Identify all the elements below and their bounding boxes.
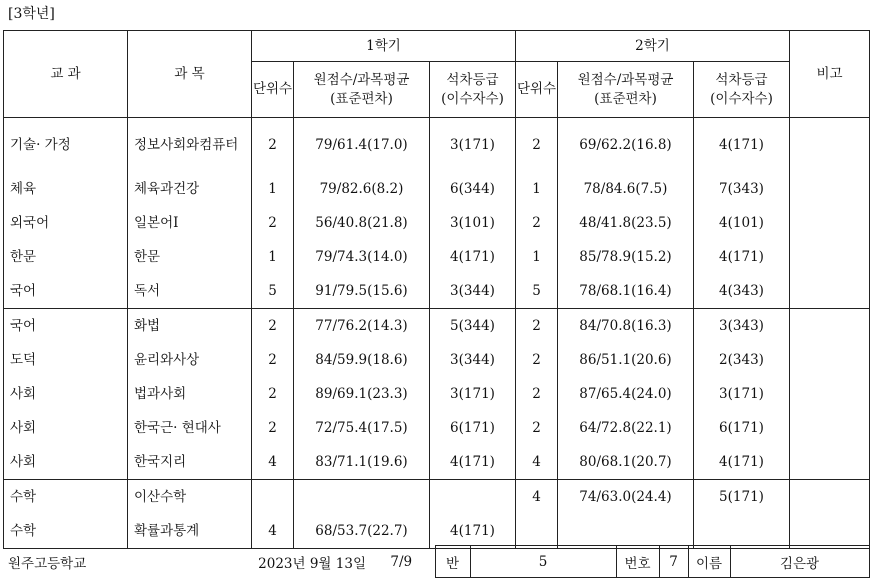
s1-rank-cell: 3(171) [430,118,516,173]
table-row [4,274,870,309]
s1-rank-cell: 4(171) [430,240,516,274]
number-value: 7 [659,546,688,578]
remarks-cell [790,309,870,344]
subject-area-cell: 사회 [4,411,128,445]
table-row [4,411,870,445]
subject-area-cell: 수학 [4,480,128,515]
course-cell: 이산수학 [128,480,252,515]
s1-rank-cell: 5(344) [430,309,516,344]
header-s1-rank [430,62,516,118]
s2-score-cell: 69/62.2(16.8) [558,118,694,173]
s2-rank-cell [694,514,790,549]
s1-score-cell: 77/76.2(14.3) [294,309,430,344]
s2-rank-cell: 4(343) [694,274,790,309]
issue-date: 2023년 9월 13일 [258,555,366,572]
s2-units-cell: 2 [516,411,558,445]
s2-score-cell: 74/63.0(24.4) [558,480,694,515]
remarks-cell [790,206,870,240]
s2-rank-cell: 5(171) [694,480,790,515]
header-units-text: 단위수 [252,81,293,97]
course-cell: 한국근· 현대사 [128,411,252,445]
s1-rank-cell: 3(344) [430,274,516,309]
s1-score-cell: 83/71.1(19.6) [294,445,430,480]
course-cell: 확률과통계 [128,514,252,549]
s1-score-cell: 79/74.3(14.0) [294,240,430,274]
s1-score-cell: 79/82.6(8.2) [294,172,430,206]
remarks-cell [790,274,870,309]
school-name: 원주고등학교 [8,555,87,572]
s1-units-cell: 2 [252,206,294,240]
subject-area-cell: 수학 [4,514,128,549]
s2-score-cell: 87/65.4(24.0) [558,377,694,411]
s1-units-cell: 2 [252,309,294,344]
footer [3,545,870,578]
header-units-text: 단위수 [516,81,557,97]
s1-score-cell: 72/75.4(17.5) [294,411,430,445]
page-number: 7/9 [390,553,413,570]
header-s2-rank [694,62,790,118]
s1-units-cell: 1 [252,172,294,206]
subject-area-cell: 한문 [4,240,128,274]
s2-rank-cell: 6(171) [694,411,790,445]
s2-units-cell [516,514,558,549]
table-row [4,480,870,515]
course-cell: 법과사회 [128,377,252,411]
header-s1-score [294,62,430,118]
s1-rank-cell: 3(171) [430,377,516,411]
name-value: 김은광 [730,546,869,578]
header-remarks: 비고 [790,31,870,118]
course-cell: 화법 [128,309,252,344]
header-subject-area: 교 과 [4,31,128,118]
name-label: 이름 [688,546,730,578]
s1-units-cell: 1 [252,240,294,274]
s1-score-cell [294,480,430,515]
s2-score-cell: 78/84.6(7.5) [558,172,694,206]
subject-area-cell: 사회 [4,377,128,411]
s2-score-cell [558,514,694,549]
s2-rank-cell: 7(343) [694,172,790,206]
remarks-cell [790,480,870,515]
course-cell: 한문 [128,240,252,274]
class-label: 반 [435,546,470,578]
s2-units-cell: 4 [516,445,558,480]
s2-score-cell: 86/51.1(20.6) [558,343,694,377]
grades-table [3,30,870,549]
course-cell: 독서 [128,274,252,309]
s2-rank-cell: 3(171) [694,377,790,411]
s1-rank-cell [430,480,516,515]
s2-rank-cell: 4(171) [694,118,790,173]
s1-score-cell: 91/79.5(15.6) [294,274,430,309]
s2-rank-cell: 2(343) [694,343,790,377]
s2-units-cell: 1 [516,240,558,274]
subject-area-cell: 체육 [4,172,128,206]
page-title: [3학년] [8,6,55,22]
header-s2-score [558,62,694,118]
course-cell: 체육과건강 [128,172,252,206]
s2-units-cell: 2 [516,309,558,344]
s2-units-cell: 1 [516,172,558,206]
course-cell: 정보사회와컴퓨터 [128,118,252,173]
remarks-cell [790,411,870,445]
s2-units-cell: 2 [516,118,558,173]
subject-area-cell: 외국어 [4,206,128,240]
table-row [4,240,870,274]
s1-rank-cell: 4(171) [430,445,516,480]
s1-rank-cell: 4(171) [430,514,516,549]
header-s2-units [516,62,558,118]
s1-units-cell: 2 [252,377,294,411]
s2-rank-cell: 4(171) [694,240,790,274]
header-rank-line1: 석차등급 [446,71,499,88]
s1-score-cell: 89/69.1(23.3) [294,377,430,411]
s2-score-cell: 78/68.1(16.4) [558,274,694,309]
subject-area-cell: 도덕 [4,343,128,377]
s1-units-cell: 2 [252,343,294,377]
s2-units-cell: 2 [516,343,558,377]
header-rank-line2: (이수자수) [441,90,504,107]
s1-rank-cell: 3(344) [430,343,516,377]
subject-area-cell: 기술· 가정 [4,118,128,173]
s1-rank-cell: 6(344) [430,172,516,206]
subject-area-cell: 국어 [4,274,128,309]
remarks-cell [790,514,870,549]
s1-score-cell: 79/61.4(17.0) [294,118,430,173]
table-row [4,118,870,173]
s2-units-cell: 5 [516,274,558,309]
table-row [4,514,870,549]
s1-units-cell: 2 [252,411,294,445]
s1-rank-cell: 3(101) [430,206,516,240]
s2-score-cell: 48/41.8(23.5) [558,206,694,240]
course-cell: 일본어Ⅰ [128,206,252,240]
s2-rank-cell: 4(171) [694,445,790,480]
s1-rank-cell: 6(171) [430,411,516,445]
table-row [4,343,870,377]
subject-area-cell: 국어 [4,309,128,344]
s1-units-cell [252,480,294,515]
s1-units-cell: 5 [252,274,294,309]
remarks-cell [790,172,870,206]
header-score-line1: 원점수/과목평균 [577,71,674,88]
s2-score-cell: 64/72.8(22.1) [558,411,694,445]
class-value: 5 [470,546,616,578]
s1-units-cell: 2 [252,118,294,173]
s2-rank-cell: 4(101) [694,206,790,240]
s2-score-cell: 84/70.8(16.3) [558,309,694,344]
s2-score-cell: 80/68.1(20.7) [558,445,694,480]
table-row [4,172,870,206]
subject-area-cell: 사회 [4,445,128,480]
header-score-line1: 원점수/과목평균 [313,71,410,88]
remarks-cell [790,343,870,377]
s2-units-cell: 2 [516,377,558,411]
s1-score-cell: 68/53.7(22.7) [294,514,430,549]
s1-units-cell: 4 [252,445,294,480]
table-row [4,445,870,480]
table-row [4,206,870,240]
remarks-cell [790,445,870,480]
course-cell: 한국지리 [128,445,252,480]
number-label: 번호 [616,546,659,578]
header-s1-units [252,62,294,118]
s2-units-cell: 4 [516,480,558,515]
s2-rank-cell: 3(343) [694,309,790,344]
header-rank-line2: (이수자수) [710,90,773,107]
s2-score-cell: 85/78.9(15.2) [558,240,694,274]
header-semester-1: 1학기 [252,31,516,62]
table-row [4,309,870,344]
s1-score-cell: 56/40.8(21.8) [294,206,430,240]
header-rank-line1: 석차등급 [715,71,768,88]
header-semester-2: 2학기 [516,31,790,62]
header-score-line2: (표준편차) [594,90,657,107]
remarks-cell [790,240,870,274]
table-row [4,377,870,411]
header-course: 과 목 [128,31,252,118]
s2-units-cell: 2 [516,206,558,240]
remarks-cell [790,377,870,411]
s1-units-cell: 4 [252,514,294,549]
s1-score-cell: 84/59.9(18.6) [294,343,430,377]
course-cell: 윤리와사상 [128,343,252,377]
header-score-line2: (표준편차) [330,90,393,107]
remarks-cell [790,118,870,173]
